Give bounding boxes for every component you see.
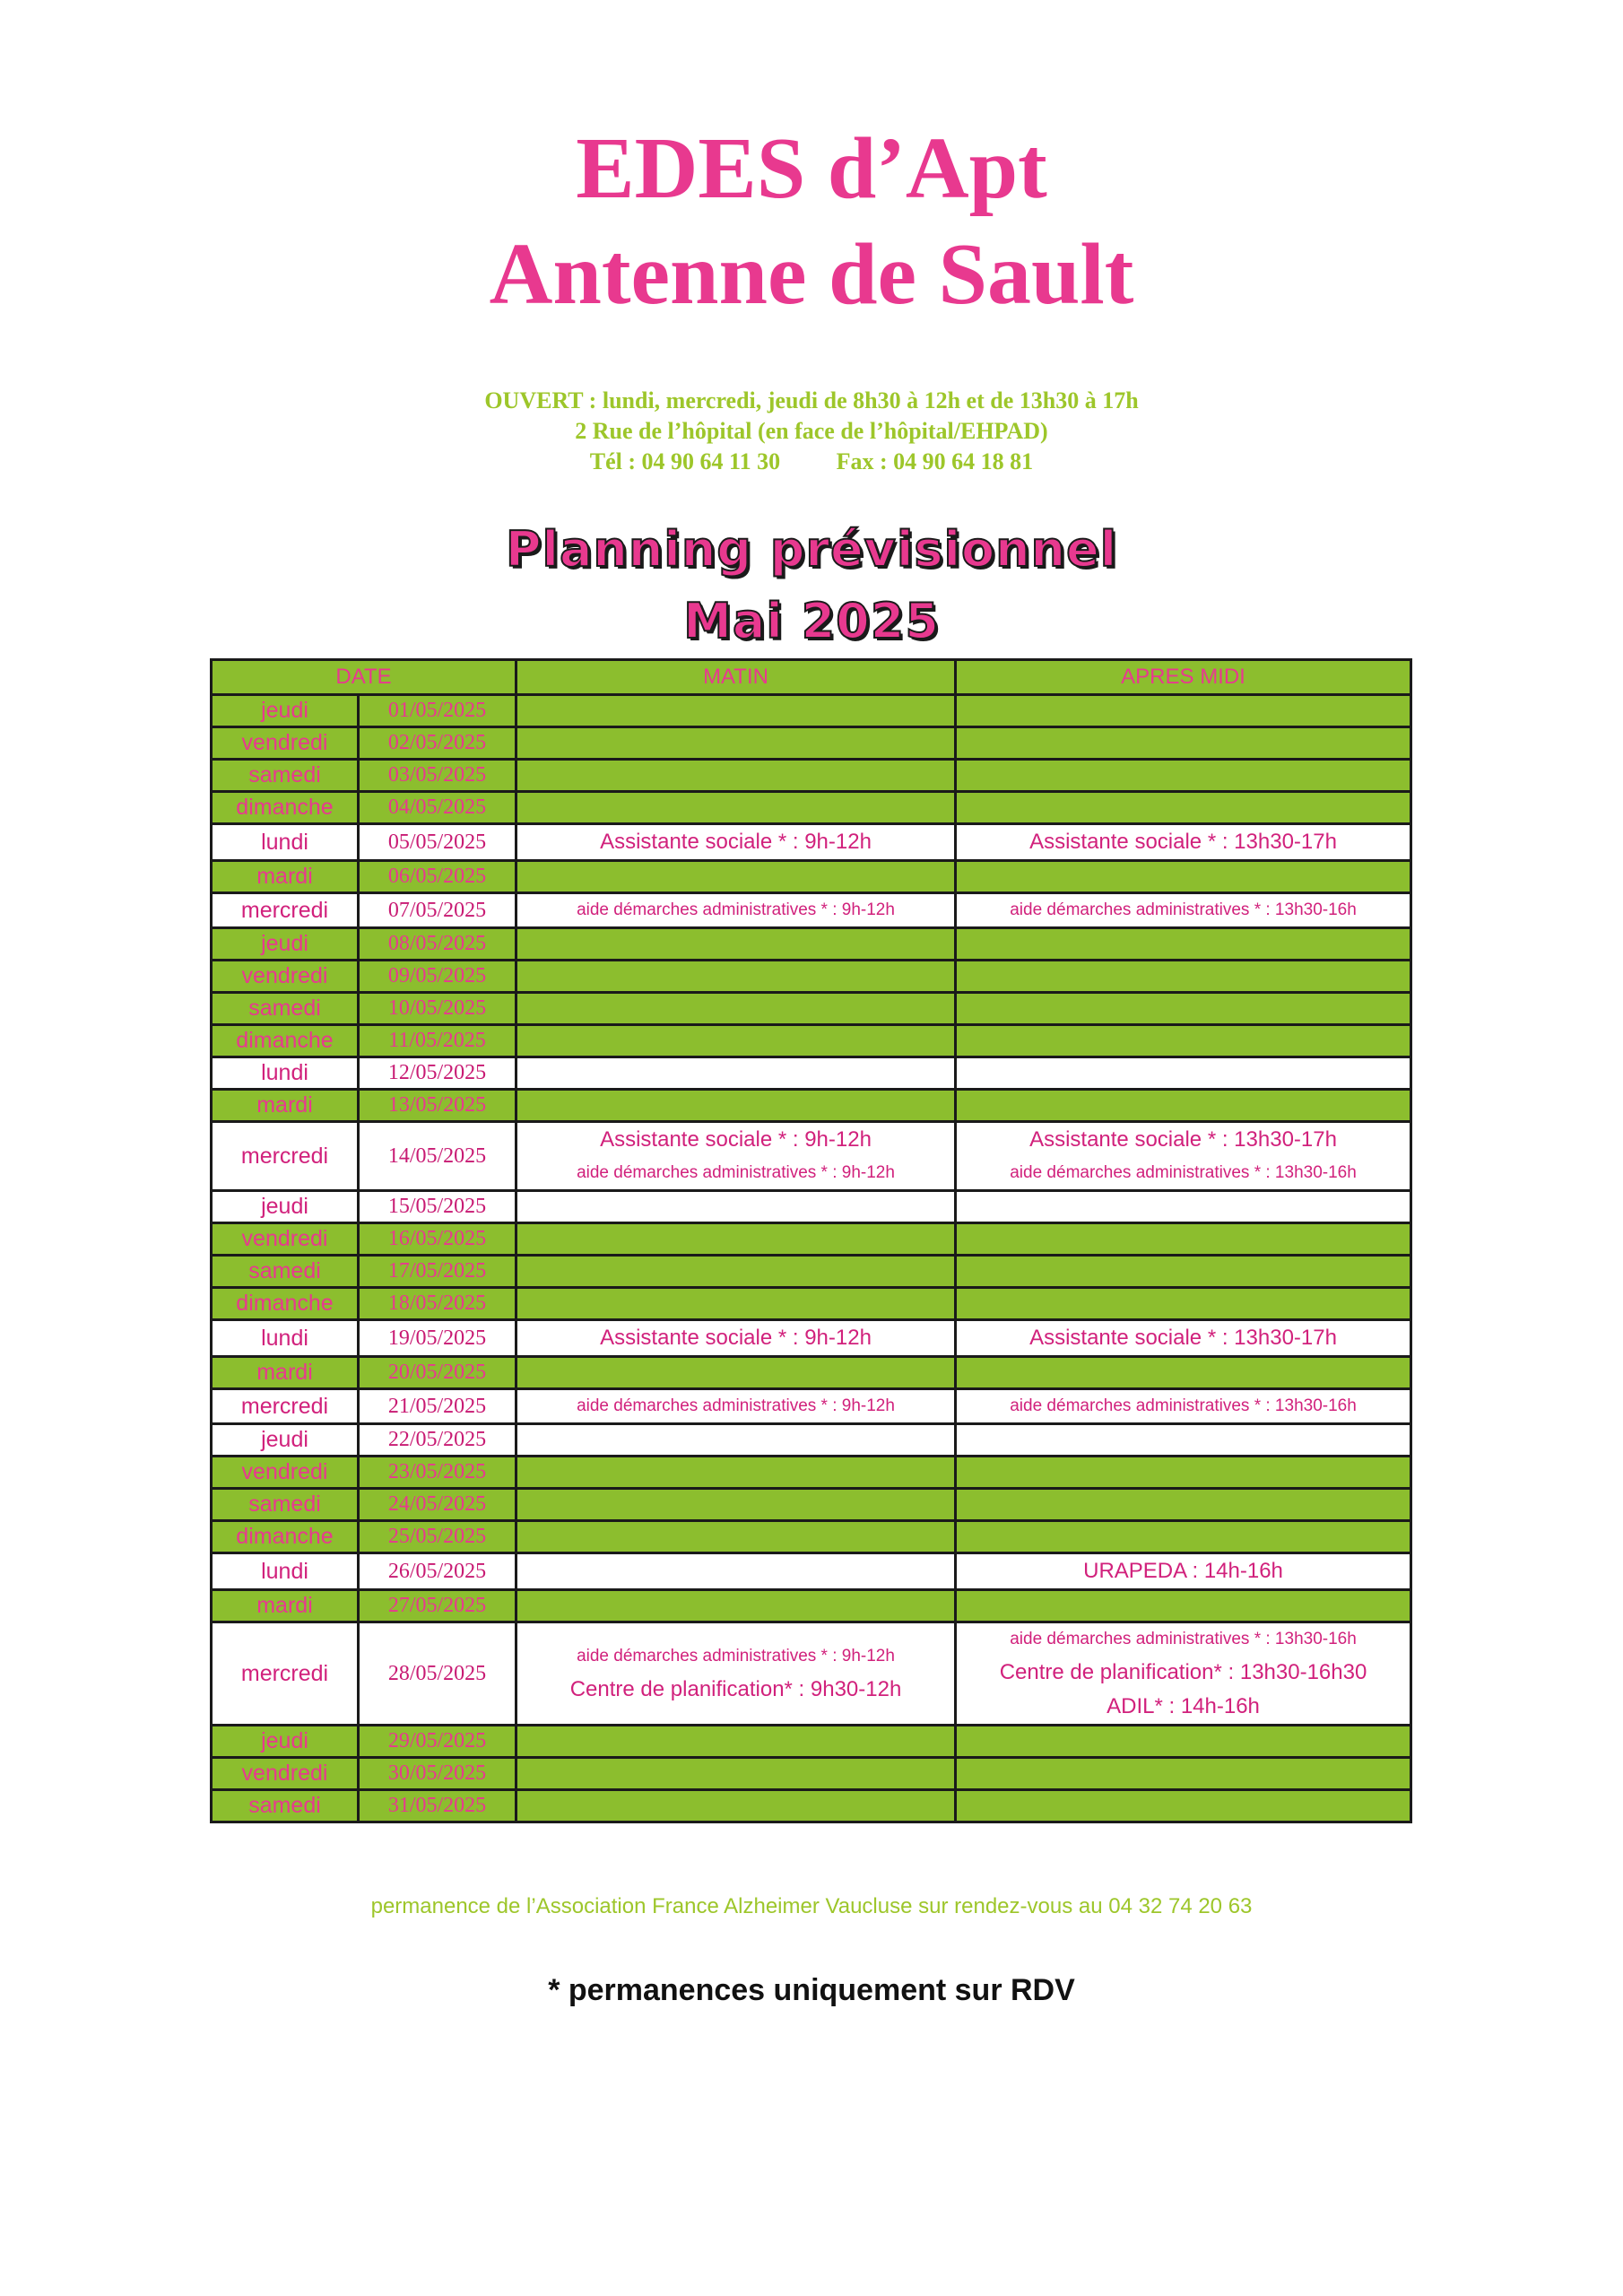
table-row: [212, 1122, 1411, 1191]
day-cell: lundi: [212, 824, 359, 861]
day-cell: jeudi: [212, 1726, 359, 1758]
activity-line: [517, 1321, 954, 1355]
day-cell: vendredi: [212, 1758, 359, 1790]
date-cell: 29/05/2025: [359, 1726, 516, 1758]
day-cell: vendredi: [212, 1223, 359, 1256]
matin-cell: [516, 1090, 956, 1122]
date-cell: 25/05/2025: [359, 1521, 516, 1553]
table-row: [212, 1590, 1411, 1622]
activity-line: [517, 1673, 954, 1707]
alzheimer-notice: permanence de l’Association France Alzheimer Vaucluse sur rendez-vous au 04 32 74 20 63: [370, 1894, 1253, 1918]
activity-time: : 13h30-16h: [1261, 1163, 1357, 1182]
activity-line: [957, 1123, 1410, 1157]
matin-cell: [516, 1424, 956, 1457]
activity-line: [517, 1390, 954, 1422]
activity-time: : 9h-12h: [786, 1326, 872, 1350]
date-cell: 21/05/2025: [359, 1389, 516, 1424]
activity-name: Assistante sociale *: [1029, 1326, 1217, 1350]
planning-title: Planning prévisionnel: [505, 521, 1118, 578]
day-cell: lundi: [212, 1320, 359, 1357]
day-cell: mercredi: [212, 893, 359, 928]
date-cell: 26/05/2025: [359, 1553, 516, 1590]
apres-midi-cell: [956, 1521, 1411, 1553]
activity-time: : 14h-16h: [1162, 1694, 1260, 1718]
activity-time: : 13h30-17h: [1216, 1127, 1337, 1152]
apres-midi-cell: [956, 1122, 1411, 1191]
title-antenne: Antenne de Sault: [489, 226, 1134, 323]
date-cell: 09/05/2025: [359, 961, 516, 993]
table-row: [212, 1090, 1411, 1122]
table-row: [212, 695, 1411, 727]
activity-time: : 13h30-16h: [1261, 1396, 1357, 1415]
activity-name: Assistante sociale *: [600, 1127, 787, 1152]
apres-midi-cell: [956, 824, 1411, 861]
table-row: [212, 1320, 1411, 1357]
apres-midi-cell: [956, 1357, 1411, 1389]
day-cell: dimanche: [212, 1288, 359, 1320]
date-cell: 13/05/2025: [359, 1090, 516, 1122]
apres-midi-cell: [956, 1256, 1411, 1288]
date-cell: 12/05/2025: [359, 1057, 516, 1090]
apres-midi-cell: [956, 1389, 1411, 1424]
activity-name: aide démarches administratives *: [1010, 1396, 1262, 1415]
matin-cell: [516, 1521, 956, 1553]
day-cell: mardi: [212, 861, 359, 893]
day-cell: mercredi: [212, 1622, 359, 1726]
apres-midi-cell: [956, 1457, 1411, 1489]
activity-time: : 9h-12h: [827, 1396, 895, 1415]
rdv-note: * permanences uniquement sur RDV: [548, 1973, 1075, 2007]
table-body: [212, 695, 1411, 1822]
table-row: [212, 1357, 1411, 1389]
matin-cell: [516, 727, 956, 760]
activity-line: [517, 1157, 954, 1189]
date-cell: 18/05/2025: [359, 1288, 516, 1320]
table-row: [212, 760, 1411, 792]
matin-cell: [516, 861, 956, 893]
day-cell: jeudi: [212, 1424, 359, 1457]
activity-time: : 14h-16h: [1185, 1559, 1283, 1583]
matin-cell: [516, 1122, 956, 1191]
date-cell: 31/05/2025: [359, 1790, 516, 1822]
apres-midi-cell: [956, 861, 1411, 893]
matin-cell: [516, 1256, 956, 1288]
day-cell: mardi: [212, 1590, 359, 1622]
matin-cell: [516, 1726, 956, 1758]
matin-cell: [516, 1191, 956, 1223]
activity-name: aide démarches administratives *: [1010, 1163, 1262, 1182]
day-cell: samedi: [212, 1489, 359, 1521]
apres-midi-cell: [956, 1590, 1411, 1622]
matin-cell: [516, 1223, 956, 1256]
apres-midi-cell: [956, 1025, 1411, 1057]
apres-midi-cell: [956, 1622, 1411, 1726]
apres-midi-cell: [956, 1758, 1411, 1790]
activity-time: : 13h30-16h: [1261, 900, 1357, 919]
matin-cell: [516, 1622, 956, 1726]
activity-name: aide démarches administratives *: [577, 1396, 828, 1415]
day-cell: dimanche: [212, 792, 359, 824]
day-cell: samedi: [212, 993, 359, 1025]
table-row: [212, 1553, 1411, 1590]
matin-cell: [516, 893, 956, 928]
matin-cell: [516, 1590, 956, 1622]
day-cell: mardi: [212, 1357, 359, 1389]
activity-line: [957, 1623, 1410, 1656]
apres-midi-cell: [956, 1191, 1411, 1223]
matin-cell: [516, 1057, 956, 1090]
table-row: [212, 1790, 1411, 1822]
apres-midi-cell: [956, 1790, 1411, 1822]
planning-month: Mai 2025: [683, 593, 940, 649]
activity-time: : 13h30-17h: [1216, 830, 1337, 854]
date-cell: 10/05/2025: [359, 993, 516, 1025]
apres-midi-cell: [956, 961, 1411, 993]
activity-time: : 9h-12h: [786, 830, 872, 854]
activity-name: Assistante sociale *: [1029, 1127, 1217, 1152]
apres-midi-cell: [956, 1057, 1411, 1090]
day-cell: dimanche: [212, 1025, 359, 1057]
matin-cell: [516, 824, 956, 861]
matin-cell: [516, 760, 956, 792]
apres-midi-cell: [956, 1489, 1411, 1521]
activity-time: : 13h30-17h: [1216, 1326, 1337, 1350]
apres-midi-cell: [956, 760, 1411, 792]
activity-line: [517, 1123, 954, 1157]
table-row: [212, 1191, 1411, 1223]
table-row: [212, 928, 1411, 961]
day-cell: mercredi: [212, 1122, 359, 1191]
table-header-row: [212, 660, 1411, 695]
apres-midi-cell: [956, 695, 1411, 727]
apres-midi-cell: [956, 993, 1411, 1025]
activity-name: aide démarches administratives *: [1010, 900, 1262, 919]
header-apres-midi: APRES MIDI: [956, 660, 1411, 695]
activity-line: [517, 894, 954, 926]
activity-time: : 9h-12h: [827, 1647, 895, 1665]
contact-line: [0, 447, 1623, 477]
apres-midi-cell: [956, 1090, 1411, 1122]
matin-cell: [516, 792, 956, 824]
date-cell: 14/05/2025: [359, 1122, 516, 1191]
day-cell: vendredi: [212, 1457, 359, 1489]
date-cell: 01/05/2025: [359, 695, 516, 727]
date-cell: 02/05/2025: [359, 727, 516, 760]
table-row: [212, 961, 1411, 993]
table-row: [212, 1457, 1411, 1489]
activity-name: Assistante sociale *: [600, 1326, 787, 1350]
table-row: [212, 1489, 1411, 1521]
activity-time: : 9h-12h: [827, 1163, 895, 1182]
day-cell: vendredi: [212, 727, 359, 760]
activity-name: aide démarches administratives *: [1010, 1630, 1262, 1648]
table-row: [212, 1256, 1411, 1288]
day-cell: jeudi: [212, 928, 359, 961]
apres-midi-cell: [956, 1320, 1411, 1357]
activity-time: : 9h30-12h: [792, 1677, 902, 1701]
activity-name: URAPEDA: [1083, 1559, 1186, 1583]
day-cell: lundi: [212, 1057, 359, 1090]
activity-name: Assistante sociale *: [1029, 830, 1217, 854]
table-row: [212, 1223, 1411, 1256]
activity-name: ADIL*: [1107, 1694, 1163, 1718]
activity-name: aide démarches administratives *: [577, 1647, 828, 1665]
header-date: DATE: [212, 660, 516, 695]
matin-cell: [516, 993, 956, 1025]
activity-line: [957, 894, 1410, 926]
day-cell: samedi: [212, 760, 359, 792]
table-row: [212, 1057, 1411, 1090]
matin-cell: [516, 1320, 956, 1357]
activity-line: [957, 1321, 1410, 1355]
apres-midi-cell: [956, 1726, 1411, 1758]
header-matin: MATIN: [516, 660, 956, 695]
apres-midi-cell: [956, 1223, 1411, 1256]
table-row: [212, 1758, 1411, 1790]
matin-cell: [516, 1553, 956, 1590]
matin-cell: [516, 1025, 956, 1057]
activity-name: aide démarches administratives *: [577, 900, 828, 919]
date-cell: 05/05/2025: [359, 824, 516, 861]
activity-name: Centre de planification*: [999, 1660, 1222, 1684]
apres-midi-cell: [956, 1553, 1411, 1590]
apres-midi-cell: [956, 792, 1411, 824]
date-cell: 17/05/2025: [359, 1256, 516, 1288]
date-cell: 16/05/2025: [359, 1223, 516, 1256]
apres-midi-cell: [956, 928, 1411, 961]
date-cell: 03/05/2025: [359, 760, 516, 792]
activity-line: [517, 825, 954, 859]
day-cell: samedi: [212, 1790, 359, 1822]
matin-cell: [516, 1457, 956, 1489]
matin-cell: [516, 1288, 956, 1320]
activity-time: : 9h-12h: [786, 1127, 872, 1152]
address: 2 Rue de l’hôpital (en face de l’hôpital/EHPAD): [575, 418, 1048, 444]
date-cell: 19/05/2025: [359, 1320, 516, 1357]
matin-cell: [516, 1790, 956, 1822]
phone: Tél : 04 90 64 11 30: [589, 448, 781, 474]
fax: Fax : 04 90 64 18 81: [836, 448, 1034, 474]
apres-midi-cell: [956, 1288, 1411, 1320]
date-cell: 11/05/2025: [359, 1025, 516, 1057]
matin-cell: [516, 1389, 956, 1424]
date-cell: 23/05/2025: [359, 1457, 516, 1489]
apres-midi-cell: [956, 893, 1411, 928]
day-cell: mardi: [212, 1090, 359, 1122]
activity-line: [957, 1554, 1410, 1588]
opening-hours: OUVERT : lundi, mercredi, jeudi de 8h30 à 12h et de 13h30 à 17h: [484, 387, 1139, 413]
matin-cell: [516, 1489, 956, 1521]
matin-cell: [516, 961, 956, 993]
activity-name: Centre de planification*: [569, 1677, 793, 1701]
date-cell: 08/05/2025: [359, 928, 516, 961]
date-cell: 24/05/2025: [359, 1489, 516, 1521]
date-cell: 30/05/2025: [359, 1758, 516, 1790]
activity-line: [957, 1390, 1410, 1422]
activity-name: Assistante sociale *: [600, 830, 787, 854]
activity-line: [957, 1690, 1410, 1724]
day-cell: lundi: [212, 1553, 359, 1590]
table-row: [212, 1389, 1411, 1424]
date-cell: 20/05/2025: [359, 1357, 516, 1389]
day-cell: samedi: [212, 1256, 359, 1288]
day-cell: jeudi: [212, 695, 359, 727]
day-cell: vendredi: [212, 961, 359, 993]
matin-cell: [516, 1357, 956, 1389]
table-row: [212, 993, 1411, 1025]
day-cell: dimanche: [212, 1521, 359, 1553]
apres-midi-cell: [956, 1424, 1411, 1457]
activity-time: : 9h-12h: [827, 900, 895, 919]
activity-name: aide démarches administratives *: [577, 1163, 828, 1182]
activity-line: [957, 1656, 1410, 1690]
date-cell: 06/05/2025: [359, 861, 516, 893]
planning-table: [210, 658, 1412, 1823]
date-cell: 15/05/2025: [359, 1191, 516, 1223]
day-cell: jeudi: [212, 1191, 359, 1223]
table-row: [212, 1521, 1411, 1553]
table-row: [212, 1288, 1411, 1320]
activity-time: : 13h30-16h30: [1221, 1660, 1367, 1684]
activity-line: [957, 1157, 1410, 1189]
activity-line: [957, 825, 1410, 859]
table-row: [212, 824, 1411, 861]
table-row: [212, 861, 1411, 893]
table-row: [212, 727, 1411, 760]
matin-cell: [516, 1758, 956, 1790]
apres-midi-cell: [956, 727, 1411, 760]
date-cell: 27/05/2025: [359, 1590, 516, 1622]
date-cell: 04/05/2025: [359, 792, 516, 824]
activity-line: [517, 1640, 954, 1673]
date-cell: 07/05/2025: [359, 893, 516, 928]
table-row: [212, 792, 1411, 824]
activity-time: : 13h30-16h: [1261, 1630, 1357, 1648]
matin-cell: [516, 695, 956, 727]
table-row: [212, 1424, 1411, 1457]
table-row: [212, 893, 1411, 928]
table-row: [212, 1025, 1411, 1057]
date-cell: 22/05/2025: [359, 1424, 516, 1457]
matin-cell: [516, 928, 956, 961]
title-edes: EDES d’Apt: [576, 120, 1047, 217]
table-row: [212, 1622, 1411, 1726]
day-cell: mercredi: [212, 1389, 359, 1424]
date-cell: 28/05/2025: [359, 1622, 516, 1726]
table-row: [212, 1726, 1411, 1758]
